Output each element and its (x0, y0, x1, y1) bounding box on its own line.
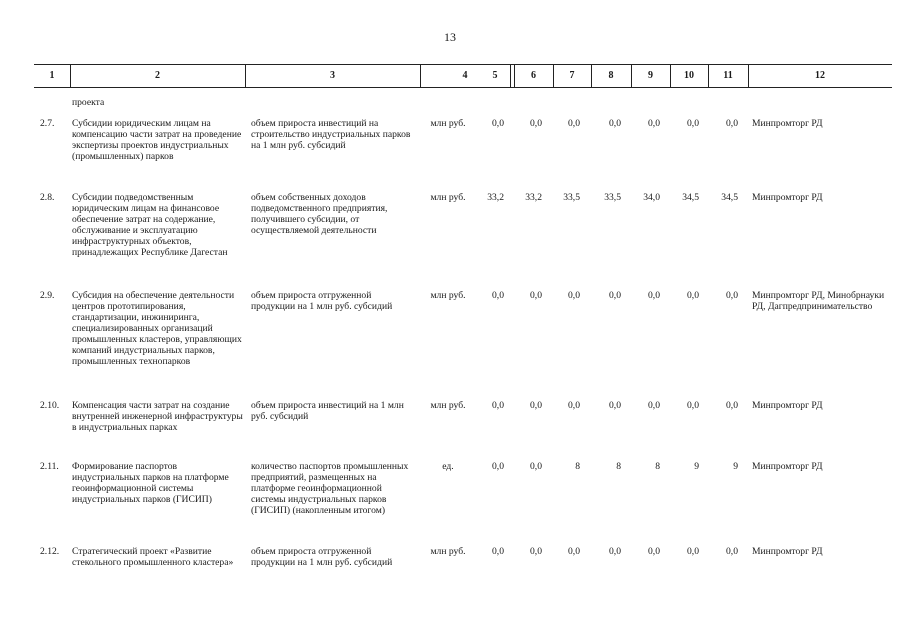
row-name: Формирование паспортов индустриальных парков на платформе геоинформационной системы индустриальных парков (ГИСИП) (72, 461, 229, 505)
row-value: 34,5 (682, 192, 699, 203)
header-col-10: 10 (684, 70, 694, 81)
row-value: 0,0 (726, 546, 738, 557)
row-responsible: Минпромторг РД (752, 118, 823, 129)
row-name: Субсидия на обеспечение деятельности центров прототипирования, стандартизации, инжиниринга, специализированных организаций промышленных кластеров, управляющих компаний индустриальных парков, промышленных технопарков (72, 290, 242, 367)
row-value: 0,0 (530, 400, 542, 411)
row-value: 0,0 (568, 290, 580, 301)
row-value: 8 (655, 461, 660, 472)
row-value: 0,0 (609, 400, 621, 411)
row-value: 0,0 (726, 118, 738, 129)
page-number: 13 (444, 30, 456, 44)
header-col-9: 9 (648, 70, 653, 81)
row-value: 0,0 (492, 400, 504, 411)
row-value: 0,0 (530, 461, 542, 472)
header-col-7: 7 (569, 70, 575, 81)
header-col-3: 3 (330, 70, 335, 81)
row-value: 0,0 (492, 118, 504, 129)
continuation-text: проекта (72, 97, 105, 108)
row-value: 8 (575, 461, 580, 472)
row-number: 2.12. (40, 546, 60, 557)
table-header (34, 64, 892, 88)
row-value: 33,2 (487, 192, 504, 203)
row-value: 34,5 (721, 192, 738, 203)
row-value: 0,0 (492, 546, 504, 557)
row-responsible: Минпромторг РД, Минобрнауки РД, Дагпредпринимательство (752, 290, 885, 312)
row-value: 9 (733, 461, 738, 472)
header-col-2: 2 (155, 70, 160, 81)
header-col-6: 6 (531, 70, 536, 81)
row-value: 0,0 (568, 118, 580, 129)
row-number: 2.7. (40, 118, 55, 129)
row-value: 0,0 (568, 400, 580, 411)
row-value: 33,2 (525, 192, 542, 203)
row-unit: ед. (442, 461, 454, 472)
row-value: 0,0 (648, 290, 660, 301)
row-value: 0,0 (687, 290, 699, 301)
row-value: 0,0 (648, 400, 660, 411)
row-value: 0,0 (648, 118, 660, 129)
row-name: Субсидии подведомственным юридическим лицам на финансовое обеспечение затрат на содержание, обслуживание и эксплуатацию инфраструктурных объектов, принадлежащих Республике Дагестан (72, 192, 228, 258)
row-value: 0,0 (687, 118, 699, 129)
row-indicator: объем собственных доходов подведомственного предприятия, получившего субсидии, от осуществляемой деятельности (251, 192, 388, 236)
row-indicator: объем прироста инвестиций на строительство индустриальных парков на 1 млн руб. субсидий (251, 118, 411, 151)
row-value: 0,0 (609, 290, 621, 301)
row-indicator: количество паспортов промышленных предприятий, размещенных на платформе геоинформационной системы индустриальных парков (ГИСИП) (накопленным итогом) (251, 461, 409, 516)
row-value: 0,0 (687, 400, 699, 411)
header-col-4: 4 (462, 70, 468, 81)
row-value: 8 (616, 461, 621, 472)
row-value: 0,0 (726, 400, 738, 411)
header-col-8: 8 (608, 70, 614, 81)
row-unit: млн руб. (430, 118, 466, 129)
row-value: 0,0 (609, 118, 621, 129)
row-value: 0,0 (530, 118, 542, 129)
row-value: 34,0 (643, 192, 660, 203)
row-value: 0,0 (726, 290, 738, 301)
row-responsible: Минпромторг РД (752, 461, 823, 472)
row-value: 0,0 (530, 290, 542, 301)
row-responsible: Минпромторг РД (752, 400, 823, 411)
row-number: 2.8. (40, 192, 55, 203)
row-name: Компенсация части затрат на создание внутренней инженерной инфраструктуры в индустриальных парках (72, 400, 243, 433)
row-unit: млн руб. (430, 192, 466, 203)
row-number: 2.9. (40, 290, 55, 301)
header-col-12: 12 (815, 70, 825, 81)
row-number: 2.10. (40, 400, 60, 411)
row-value: 0,0 (492, 290, 504, 301)
row-unit: млн руб. (430, 400, 466, 411)
row-indicator: объем прироста инвестиций на 1 млн руб. субсидий (251, 400, 404, 422)
header-col-1: 1 (49, 70, 55, 81)
row-responsible: Минпромторг РД (752, 192, 823, 203)
row-value: 33,5 (563, 192, 580, 203)
row-unit: млн руб. (430, 290, 466, 301)
row-value: 0,0 (648, 546, 660, 557)
row-number: 2.11. (40, 461, 59, 472)
header-col-11: 11 (723, 70, 733, 81)
row-value: 0,0 (687, 546, 699, 557)
row-name: Стратегический проект «Развитие стекольного промышленного кластера» (72, 546, 234, 568)
header-col-5: 5 (492, 70, 498, 81)
row-value: 0,0 (530, 546, 542, 557)
row-value: 0,0 (568, 546, 580, 557)
row-indicator: объем прироста отгруженной продукции на 1 млн руб. субсидий (251, 290, 393, 312)
row-value: 9 (694, 461, 699, 472)
row-value: 0,0 (609, 546, 621, 557)
row-indicator: объем прироста отгруженной продукции на 1 млн руб. субсидий (251, 546, 393, 568)
row-value: 0,0 (492, 461, 504, 472)
row-value: 33,5 (604, 192, 621, 203)
row-responsible: Минпромторг РД (752, 546, 823, 557)
row-unit: млн руб. (430, 546, 466, 557)
row-name: Субсидии юридическим лицам на компенсацию части затрат на проведение экспертизы проектов индустриальных (промышленных) парков (72, 118, 242, 162)
